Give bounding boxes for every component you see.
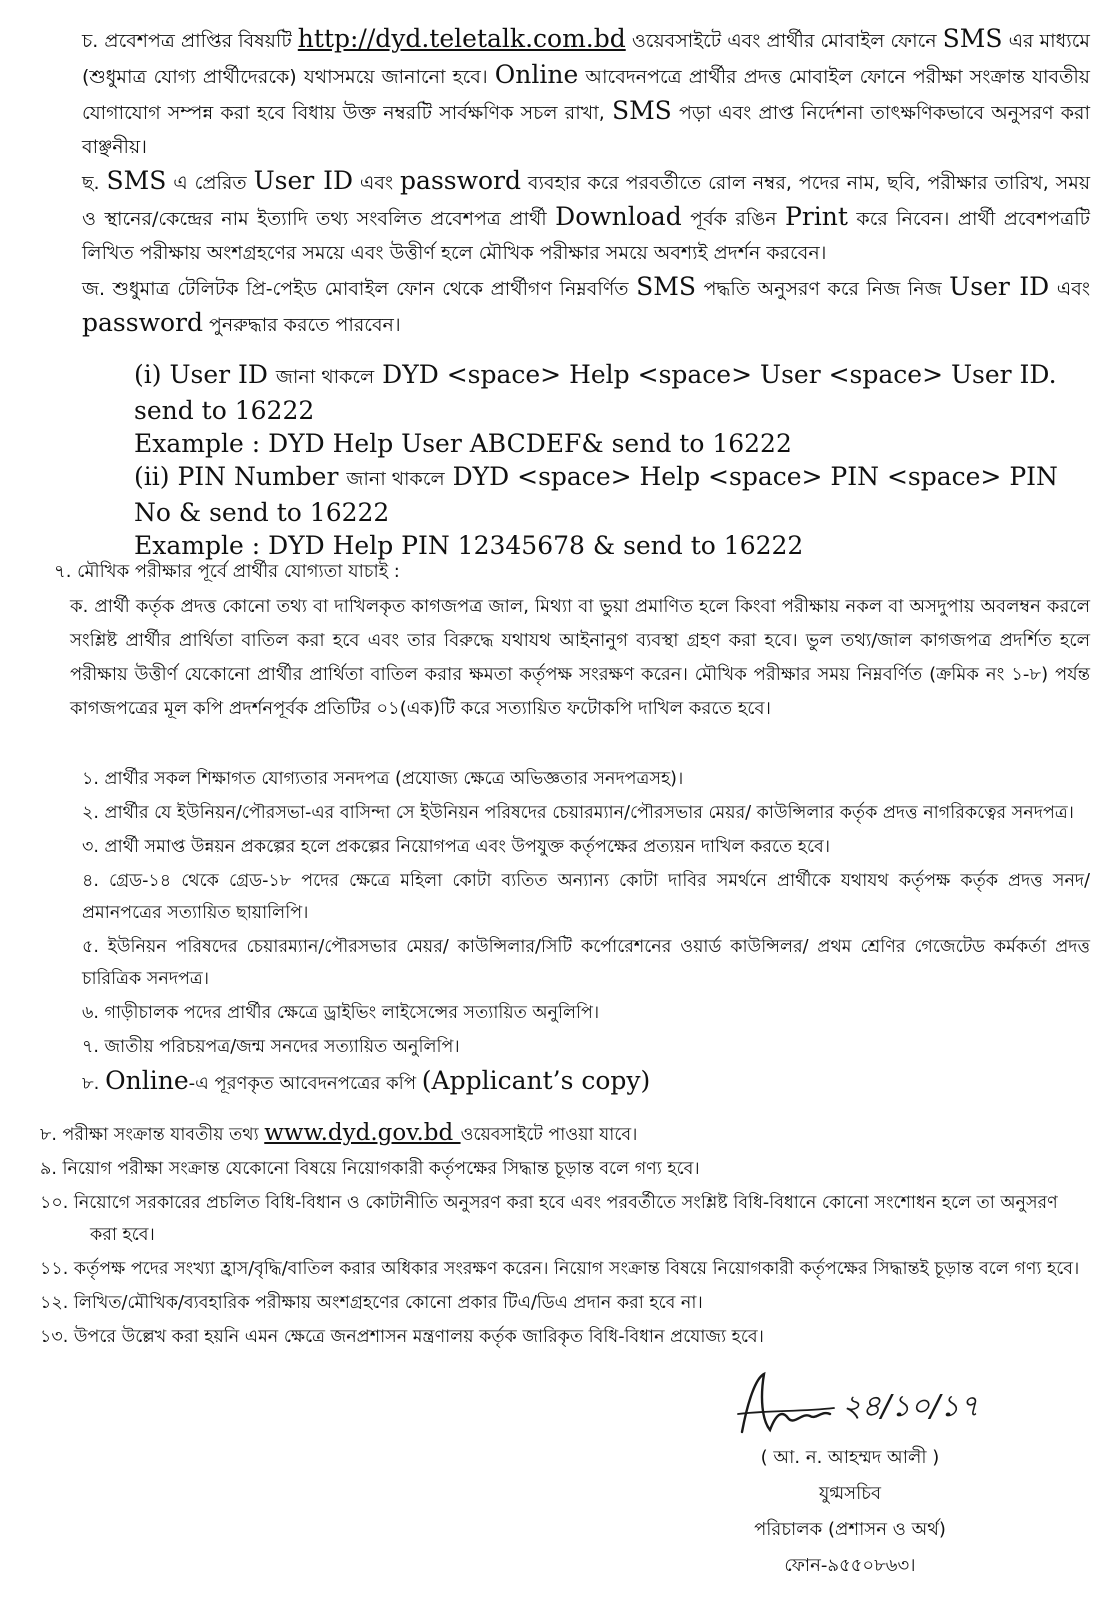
signatory-designation: যুগ্মসচিব: [818, 1483, 882, 1504]
document-item: ৫. ইউনিয়ন পরিষদের চেয়ারম্যান/পৌরসভার মেয়র/ কাউন্সিলার/সিটি কর্পোরেশনের ওয়ার্ড কাউন্সিলর/ প্রথম শ্রেণির গেজেটেড কর্মকর্তা প্রদত্ত চারিত্রিক সনদপত্র।: [82, 937, 1090, 989]
sms-steps: [134, 358, 1090, 562]
section-7-paragraph: ক. প্রার্থী কর্তৃক প্রদত্ত কোনো তথ্য বা দাখিলকৃত কাগজপত্র জাল, মিথ্যা বা ভুয়া প্রমাণিত হলে কিংবা পরীক্ষায় নকল বা অসদুপায় অবলম্বন করলে সংশ্লিষ্ট প্রার্থীর প্রার্থিতা বাতিল করা হবে এবং তার বিরুদ্ধে যথাযথ আইনানুগ ব্যবস্থা গ্রহণ করা হবে। ভুল তথ্য/জাল কাগজপত্র প্রদর্শিত হলে পরীক্ষায় উত্তীর্ণ যেকোনো প্রার্থীর প্রার্থিতা বাতিল করার ক্ষমতা কর্তৃপক্ষ সংরক্ষণ করেন। মৌখিক পরীক্ষার সময় নিম্নবর্ণিত (ক্রমিক নং ১-৮) পর্যন্ত কাগজপত্রের মূল কপি প্রদর্শনপূর্বক প্রতিটির ০১(এক)টি করে সত্যায়িত ফটোকপি দাখিল করতে হবে।: [70, 596, 1090, 719]
text: (i) User ID: [134, 360, 276, 389]
text: আবেদনপত্রে প্রার্থীর প্রদত্ত মোবাইল ফোনে পরীক্ষা সংক্রান্ত যাবতীয় যোগাযোগ সম্পন্ন করা হবে বিধায় উক্ত নম্বরটি সার্বক্ষণিক সচল রাখা,: [82, 66, 1090, 124]
rules-list: [40, 1117, 1090, 1355]
text: ওয়েবসাইটে পাওয়া যাবে।: [460, 1125, 638, 1145]
rule-item-9: ৯. নিয়োগ পরীক্ষা সংক্রান্ত যেকোনো বিষয়ে নিয়োগকারী কর্তৃপক্ষের সিদ্ধান্ত চূড়ান্ত বলে গণ্য হবে।: [40, 1159, 700, 1179]
text: এর মাধ্যমে (শুধুমাত্র যোগ্য প্রার্থীদেরকে) যথাসময়ে জানানো হবে।: [82, 30, 1090, 88]
rule-item-12: ১২. লিখিত/মৌখিক/ব্যবহারিক পরীক্ষায় অংশগ্রহণের কোনো প্রকার টিএ/ডিএ প্রদান করা হবে না।: [40, 1293, 703, 1313]
rule-item-10: ১০. নিয়োগে সরকারের প্রচলিত বিধি-বিধান ও কোটানীতি অনুসরণ করা হবে এবং পরবর্তীতে সংশ্লিষ্ট বিধি-বিধানে কোনো সংশোধন হলে তা অনুসরণ করা হবে।: [40, 1193, 1058, 1245]
signatory-name: ( আ. ন. আহম্মদ আলী ): [760, 1447, 940, 1468]
section-7-heading: ৭. মৌখিক পরীক্ষার পূর্বে প্রার্থীর যোগ্যতা যাচাই :: [54, 561, 400, 582]
text: ওয়েবসাইটে এবং প্রার্থীর মোবাইল ফোনে: [625, 30, 943, 52]
signatory-phone: ফোন-৯৫৫০৮৬৩।: [784, 1555, 916, 1576]
text: User ID: [253, 166, 353, 195]
text: জ. শুধুমাত্র টেলিটক প্রি-পেইড মোবাইল ফোন থেকে প্রার্থীগণ নিম্নবর্ণিত: [82, 278, 637, 300]
document-item: ৬. গাড়ীচালক পদের প্রার্থীর ক্ষেত্রে ড্রাইভিং লাইসেন্সের সত্যায়িত অনুলিপি।: [82, 1003, 600, 1023]
step-user-id: [134, 358, 1090, 427]
signature-block: [700, 1440, 1000, 1584]
text: password: [82, 308, 203, 337]
document-item: ২. প্রার্থীর যে ইউনিয়ন/পৌরসভা-এর বাসিন্দা সে ইউনিয়ন পরিষদের চেয়ারম্যান/পৌরসভার মেয়র/ কাউন্সিলার কর্তৃক প্রদত্ত নাগরিকত্বের সনদপত্র।: [82, 803, 1074, 823]
signatory-office: পরিচালক (প্রশাসন ও অর্থ): [754, 1519, 946, 1540]
document-item: ৩. প্রার্থী সমাপ্ত উন্নয়ন প্রকল্পের হলে প্রকল্পের নিয়োগপত্র এবং উপযুক্ত কর্তৃপক্ষের প্রত্যয়ন দাখিল করতে হবে।: [82, 837, 831, 857]
text: জানা থাকলে: [275, 366, 375, 388]
text: Print: [785, 202, 848, 231]
step-pin-number: [134, 460, 1090, 529]
document-item: [82, 1065, 1090, 1100]
teletalk-link[interactable]: http://dyd.teletalk.com.bd: [297, 24, 626, 53]
required-documents-list: [82, 763, 1090, 1102]
example-pin-number: Example : DYD Help PIN 12345678 & send to 16222: [134, 531, 804, 560]
text: জানা থাকলে: [346, 468, 445, 490]
text: DYD <space> Help <space> PIN <space> PIN No & send to 16222: [134, 462, 1058, 527]
text: Online: [105, 1066, 189, 1095]
document-item: ৭. জাতীয় পরিচয়পত্র/জন্ম সনদের সত্যায়িত অনুলিপি।: [82, 1037, 460, 1057]
text: -এ পূরণকৃত আবেদনপত্রের কপি: [188, 1073, 422, 1094]
text: পড়া এবং প্রাপ্ত নির্দেশনা তাৎক্ষণিকভাবে অনুসরণ করা বাঞ্ছনীয়।: [82, 102, 1090, 158]
text: চ. প্রবেশপত্র প্রাপ্তির বিষয়টি: [82, 30, 298, 52]
text: ৮.: [82, 1073, 106, 1094]
rule-item-11: ১১. কর্তৃপক্ষ পদের সংখ্যা হ্রাস/বৃদ্ধি/বাতিল করার অধিকার সংরক্ষণ করেন। নিয়োগ সংক্রান্ত বিষয়ে নিয়োগকারী কর্তৃপক্ষের সিদ্ধান্তই চূড়ান্ত বলে গণ্য হবে।: [40, 1259, 1080, 1279]
text: এ প্রেরিত: [166, 172, 254, 194]
text: পদ্ধতি অনুসরণ করে নিজ নিজ: [696, 278, 950, 300]
paragraph-chha: [82, 164, 1090, 270]
rule-item-8: [40, 1117, 1090, 1151]
text: Online: [494, 60, 579, 89]
example-user-id: Example : DYD Help User ABCDEF& send to 16222: [134, 429, 792, 458]
text: ছ.: [82, 172, 107, 194]
text: password: [400, 166, 522, 195]
text: SMS: [611, 96, 672, 125]
dyd-website-link[interactable]: www.dyd.gov.bd: [264, 1120, 461, 1146]
paragraph-ja: [82, 270, 1090, 342]
document-item: ৪. গ্রেড-১৪ থেকে গ্রেড-১৮ পদের ক্ষেত্রে মহিলা কোটা ব্যতিত অন্যান্য কোটা দাবির সমর্থনে প্রার্থীকে যথাযথ কর্তৃপক্ষ কর্তৃক প্রদত্ত সনদ/ প্রমানপত্রের সত্যায়িত ছায়ালিপি।: [82, 871, 1090, 923]
handwritten-signature: [730, 1370, 990, 1442]
text: (ii) PIN Number: [134, 462, 347, 491]
text: পূর্বক রঙিন: [681, 208, 786, 230]
text: (Applicant’s copy): [421, 1066, 651, 1095]
document-item: ১. প্রার্থীর সকল শিক্ষাগত যোগ্যতার সনদপত্র (প্রযোজ্য ক্ষেত্রে অভিজ্ঞতার সনদপত্রসহ)।: [82, 769, 684, 789]
text: DYD <space> Help <space> User <space> User ID. send to 16222: [134, 360, 1057, 425]
text: এবং: [352, 172, 401, 194]
text: SMS: [636, 272, 696, 301]
text: ৮. পরীক্ষা সংক্রান্ত যাবতীয় তথ্য: [40, 1125, 265, 1145]
text: Download: [555, 202, 682, 231]
paragraph-cha: [82, 22, 1090, 164]
text: SMS: [942, 24, 1003, 53]
text: SMS: [106, 166, 167, 195]
rule-item-13: ১৩. উপরে উল্লেখ করা হয়নি এমন ক্ষেত্রে জনপ্রশাসন মন্ত্রণালয় কর্তৃক জারিকৃত বিধি-বিধান প্রযোজ্য হবে।: [40, 1327, 764, 1347]
sms-instructions-section: [82, 22, 1090, 342]
text: পুনরুদ্ধার করতে পারবেন।: [202, 314, 401, 336]
text: এবং: [1049, 278, 1090, 300]
text: User ID: [949, 272, 1050, 301]
signature-date: ২৪/১০/১৭: [842, 1389, 980, 1424]
text: ব্যবহার করে পরবর্তীতে রোল নম্বর, পদের নাম, ছবি, পরীক্ষার তারিখ, সময় ও স্থানের/কেন্দ্রের নাম ইত্যাদি তথ্য সংবলিত প্রবেশপত্র প্রার্থী: [82, 172, 1091, 230]
text: করে নিবেন। প্রার্থী প্রবেশপত্রটি লিখিত পরীক্ষায় অংশগ্রহণের সময়ে এবং উত্তীর্ণ হলে মৌখিক পরীক্ষার সময়ে অবশ্যই প্রদর্শন করবেন।: [82, 208, 1090, 264]
